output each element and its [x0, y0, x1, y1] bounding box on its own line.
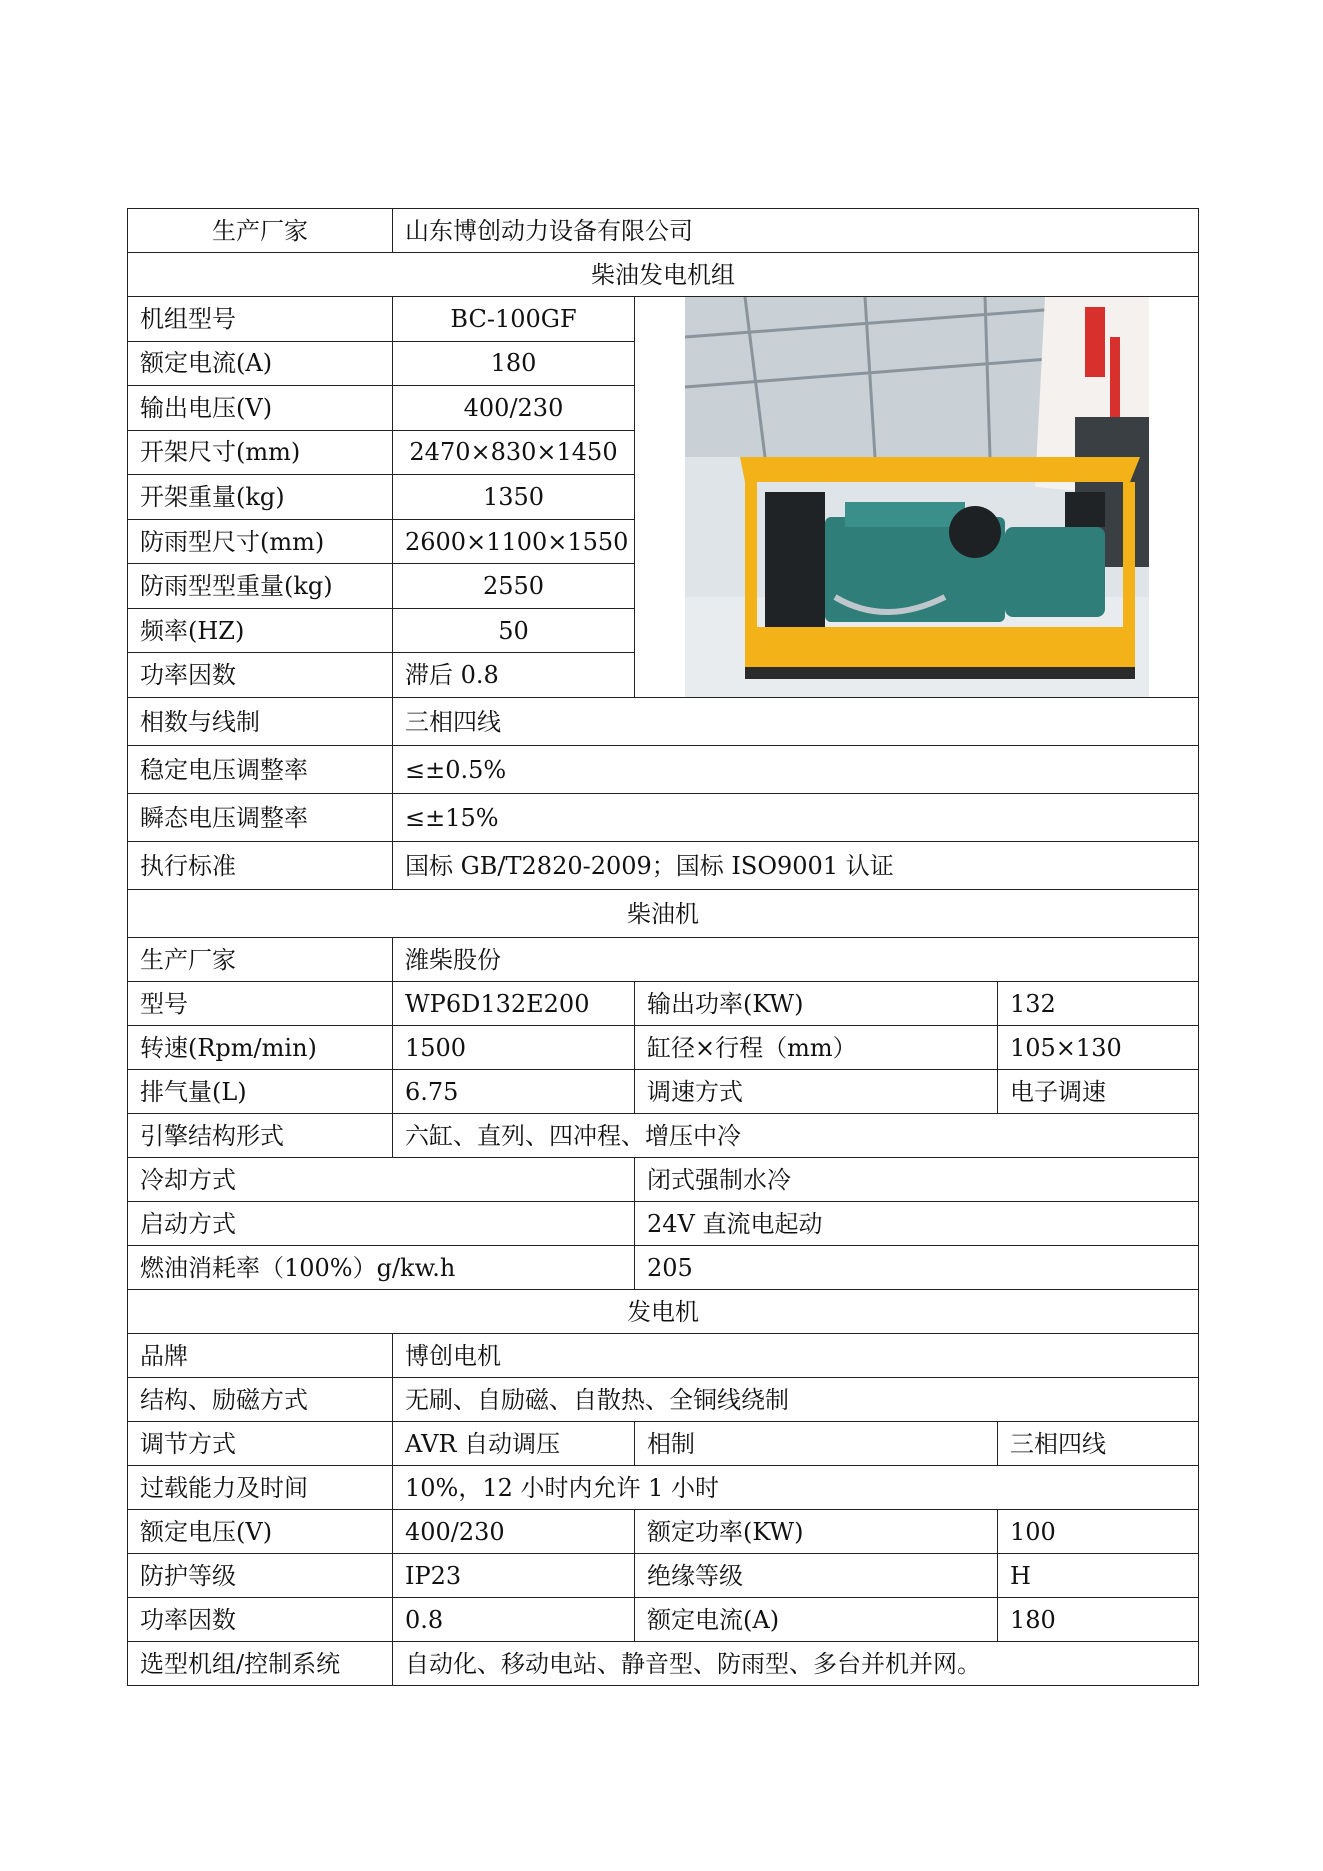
engine-value: 132 [998, 982, 1199, 1026]
generator-label: 额定电流(A) [635, 1598, 998, 1642]
table-row [128, 1070, 1199, 1114]
table-row [128, 297, 1199, 342]
table-row [128, 1114, 1199, 1158]
generator-value: 10%，12 小时内允许 1 小时 [393, 1466, 1199, 1510]
engine-value: 潍柴股份 [393, 938, 1199, 982]
generator-label: 功率因数 [128, 1598, 393, 1642]
genset-value: 50 [393, 608, 635, 653]
genset-label: 开架尺寸(mm) [128, 430, 393, 475]
table-row [128, 794, 1199, 842]
engine-label: 缸径×行程（mm） [635, 1026, 998, 1070]
section-engine-title: 柴油机 [128, 890, 1199, 938]
section-generator-title: 发电机 [128, 1290, 1199, 1334]
engine-label: 燃油消耗率（100%）g/kw.h [128, 1246, 635, 1290]
genset-label: 额定电流(A) [128, 341, 393, 386]
genset-photo [635, 297, 1199, 698]
generator-label: 额定功率(KW) [635, 1510, 998, 1554]
generator-label: 过载能力及时间 [128, 1466, 393, 1510]
generator-value: 自动化、移动电站、静音型、防雨型、多台并机并网。 [393, 1642, 1199, 1686]
engine-label: 型号 [128, 982, 393, 1026]
table-row [128, 1598, 1199, 1642]
genset-value: 2600×1100×1550 [393, 519, 635, 564]
generator-value: 三相四线 [998, 1422, 1199, 1466]
genset-value: ≤±0.5% [393, 746, 1199, 794]
manufacturer-row [128, 209, 1199, 253]
generator-label: 结构、励磁方式 [128, 1378, 393, 1422]
generator-value: 0.8 [393, 1598, 635, 1642]
spec-table [127, 208, 1199, 1686]
genset-label: 防雨型尺寸(mm) [128, 519, 393, 564]
genset-label: 开架重量(kg) [128, 475, 393, 520]
table-row [128, 1554, 1199, 1598]
engine-value: 205 [635, 1246, 1199, 1290]
table-row [128, 1202, 1199, 1246]
manufacturer-value: 山东博创动力设备有限公司 [393, 209, 1199, 253]
engine-value: 1500 [393, 1026, 635, 1070]
table-row [128, 1158, 1199, 1202]
table-row [128, 1642, 1199, 1686]
table-row [128, 1246, 1199, 1290]
genset-value: 三相四线 [393, 698, 1199, 746]
engine-value: WP6D132E200 [393, 982, 635, 1026]
genset-value: 1350 [393, 475, 635, 520]
table-row [128, 1422, 1199, 1466]
engine-label: 引擎结构形式 [128, 1114, 393, 1158]
table-row [128, 746, 1199, 794]
genset-label: 执行标准 [128, 842, 393, 890]
genset-label: 机组型号 [128, 297, 393, 342]
genset-label: 防雨型型重量(kg) [128, 564, 393, 609]
table-row [128, 938, 1199, 982]
genset-label: 稳定电压调整率 [128, 746, 393, 794]
genset-label: 功率因数 [128, 653, 393, 698]
genset-value: 2470×830×1450 [393, 430, 635, 475]
section-genset-row [128, 253, 1199, 297]
generator-value: 180 [998, 1598, 1199, 1642]
engine-value: 6.75 [393, 1070, 635, 1114]
engine-label: 输出功率(KW) [635, 982, 998, 1026]
engine-label: 冷却方式 [128, 1158, 635, 1202]
table-row [128, 982, 1199, 1026]
section-engine-row [128, 890, 1199, 938]
engine-label: 调速方式 [635, 1070, 998, 1114]
generator-value: 博创电机 [393, 1334, 1199, 1378]
genset-value: 180 [393, 341, 635, 386]
generator-label: 选型机组/控制系统 [128, 1642, 393, 1686]
generator-value: AVR 自动调压 [393, 1422, 635, 1466]
table-row [128, 1510, 1199, 1554]
section-genset-title: 柴油发电机组 [128, 253, 1199, 297]
engine-value: 105×130 [998, 1026, 1199, 1070]
generator-label: 品牌 [128, 1334, 393, 1378]
engine-value: 六缸、直列、四冲程、增压中冷 [393, 1114, 1199, 1158]
genset-label: 频率(HZ) [128, 608, 393, 653]
genset-label: 相数与线制 [128, 698, 393, 746]
generator-label: 防护等级 [128, 1554, 393, 1598]
engine-label: 排气量(L) [128, 1070, 393, 1114]
engine-value: 24V 直流电起动 [635, 1202, 1199, 1246]
genset-value: 2550 [393, 564, 635, 609]
table-row [128, 698, 1199, 746]
engine-value: 闭式强制水冷 [635, 1158, 1199, 1202]
generator-value: H [998, 1554, 1199, 1598]
generator-value: 100 [998, 1510, 1199, 1554]
genset-value: BC-100GF [393, 297, 635, 342]
genset-label: 瞬态电压调整率 [128, 794, 393, 842]
generator-value: 无刷、自励磁、自散热、全铜线绕制 [393, 1378, 1199, 1422]
generator-label: 相制 [635, 1422, 998, 1466]
engine-value: 电子调速 [998, 1070, 1199, 1114]
table-row [128, 1026, 1199, 1070]
generator-label: 额定电压(V) [128, 1510, 393, 1554]
engine-label: 转速(Rpm/min) [128, 1026, 393, 1070]
table-row [128, 1466, 1199, 1510]
genset-value: 400/230 [393, 386, 635, 431]
engine-label: 生产厂家 [128, 938, 393, 982]
genset-value: ≤±15% [393, 794, 1199, 842]
manufacturer-label: 生产厂家 [128, 209, 393, 253]
genset-value: 滞后 0.8 [393, 653, 635, 698]
spec-sheet [127, 208, 1198, 1686]
engine-label: 启动方式 [128, 1202, 635, 1246]
table-row [128, 1378, 1199, 1422]
genset-photo-icon [685, 297, 1149, 697]
genset-value: 国标 GB/T2820-2009；国标 ISO9001 认证 [393, 842, 1199, 890]
generator-label: 绝缘等级 [635, 1554, 998, 1598]
table-row [128, 1334, 1199, 1378]
generator-label: 调节方式 [128, 1422, 393, 1466]
generator-value: 400/230 [393, 1510, 635, 1554]
table-row [128, 842, 1199, 890]
genset-label: 输出电压(V) [128, 386, 393, 431]
generator-value: IP23 [393, 1554, 635, 1598]
section-generator-row [128, 1290, 1199, 1334]
